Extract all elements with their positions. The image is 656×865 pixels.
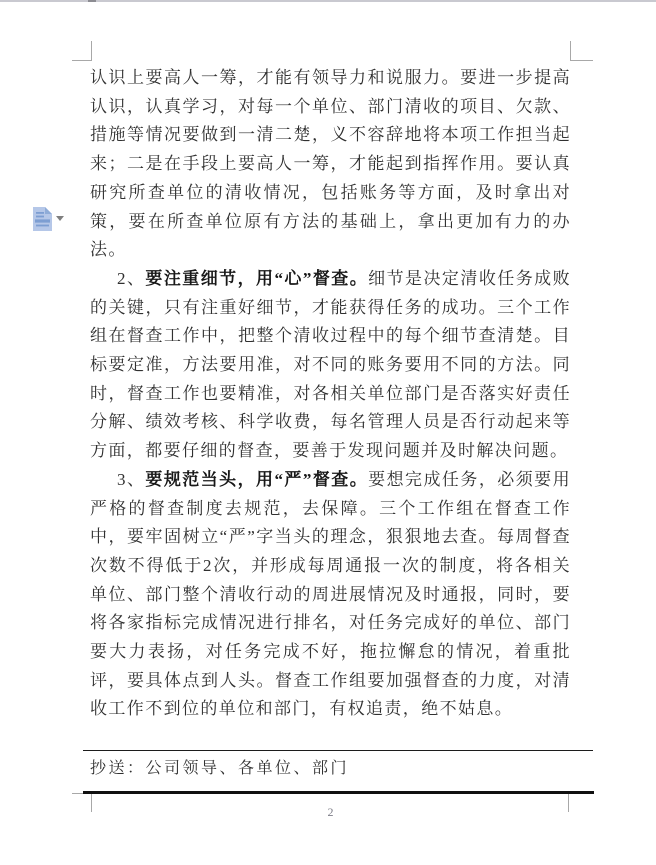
text-run-bold: 要注重细节，用“心”督查。 (145, 268, 369, 288)
text-run-bold: 要规范当头，用“严”督查。 (145, 469, 369, 489)
top-edge-strip (0, 0, 656, 2)
crop-mark-top-left (72, 60, 92, 61)
text-run: 要想完成任务，必须要用严格的督查制度去规范，去保障。三个工作组在督查工作中，要牢固树立“严”字当头的理念，狠狠地去查。每周督查次数不得低于2次，并形成每周通报一次的制度，将各相关单位、部门整个清收行动的周进展情况及时通报，同时，要将各家指标完成情况进行排名，对任务完成好的单位、部门要大力表扬，对任务完成不好，拖拉懈怠的情况，着重批评，要具体点到人头。督查工作组要加强督查的力度，对清收工作不到位的单位和部门，有权追责，绝不姑息。 (90, 469, 571, 719)
paste-options-button[interactable] (32, 206, 74, 236)
text-run: 2、 (117, 268, 146, 288)
text-run: 3、 (117, 469, 146, 489)
document-body (90, 64, 571, 724)
page-number: 2 (327, 805, 334, 819)
paragraph (90, 466, 571, 724)
text-run: 认识上要高人一筹，才能有领导力和说服力。要进一步提高认识，认真学习，对每一个单位、部门清收的项目、欠款、措施等情况要做到一清二楚，义不容辞地将本项工作担当起来；二是在手段上要高人一筹，才能起到指挥作用。要认真研究所查单位的清收情况，包括账务等方面，及时拿出对策，要在所查单位原有方法的基础上，拿出更加有力的办法。 (90, 68, 571, 260)
crop-mark-top-left (91, 41, 92, 60)
cc-divider-bottom (83, 791, 594, 794)
paragraph (90, 64, 571, 265)
paragraph (90, 265, 571, 466)
top-edge-marker (88, 0, 96, 2)
cc-line: 抄送：公司领导、各单位、部门 (90, 760, 350, 777)
cc-divider-top (83, 750, 593, 751)
document-icon (32, 206, 53, 237)
crop-mark-top-right (570, 60, 593, 61)
text-run: 细节是决定清收任务成败的关键，只有注重好细节，才能获得任务的成功。三个工作组在督查工作中，把整个清收过程中的每个细节查清楚。目标要定准，方法要用准，对不同的账务要用不同的方法。同时，督查工作也要精准，对各相关单位部门是否落实好责任分解、绩效考核、科学收费，每名管理人员是否行动起来等方面，都要仔细的督查，要善于发现问题并及时解决问题。 (90, 268, 571, 461)
crop-mark-top-right (570, 41, 571, 60)
chevron-down-icon (56, 216, 64, 221)
